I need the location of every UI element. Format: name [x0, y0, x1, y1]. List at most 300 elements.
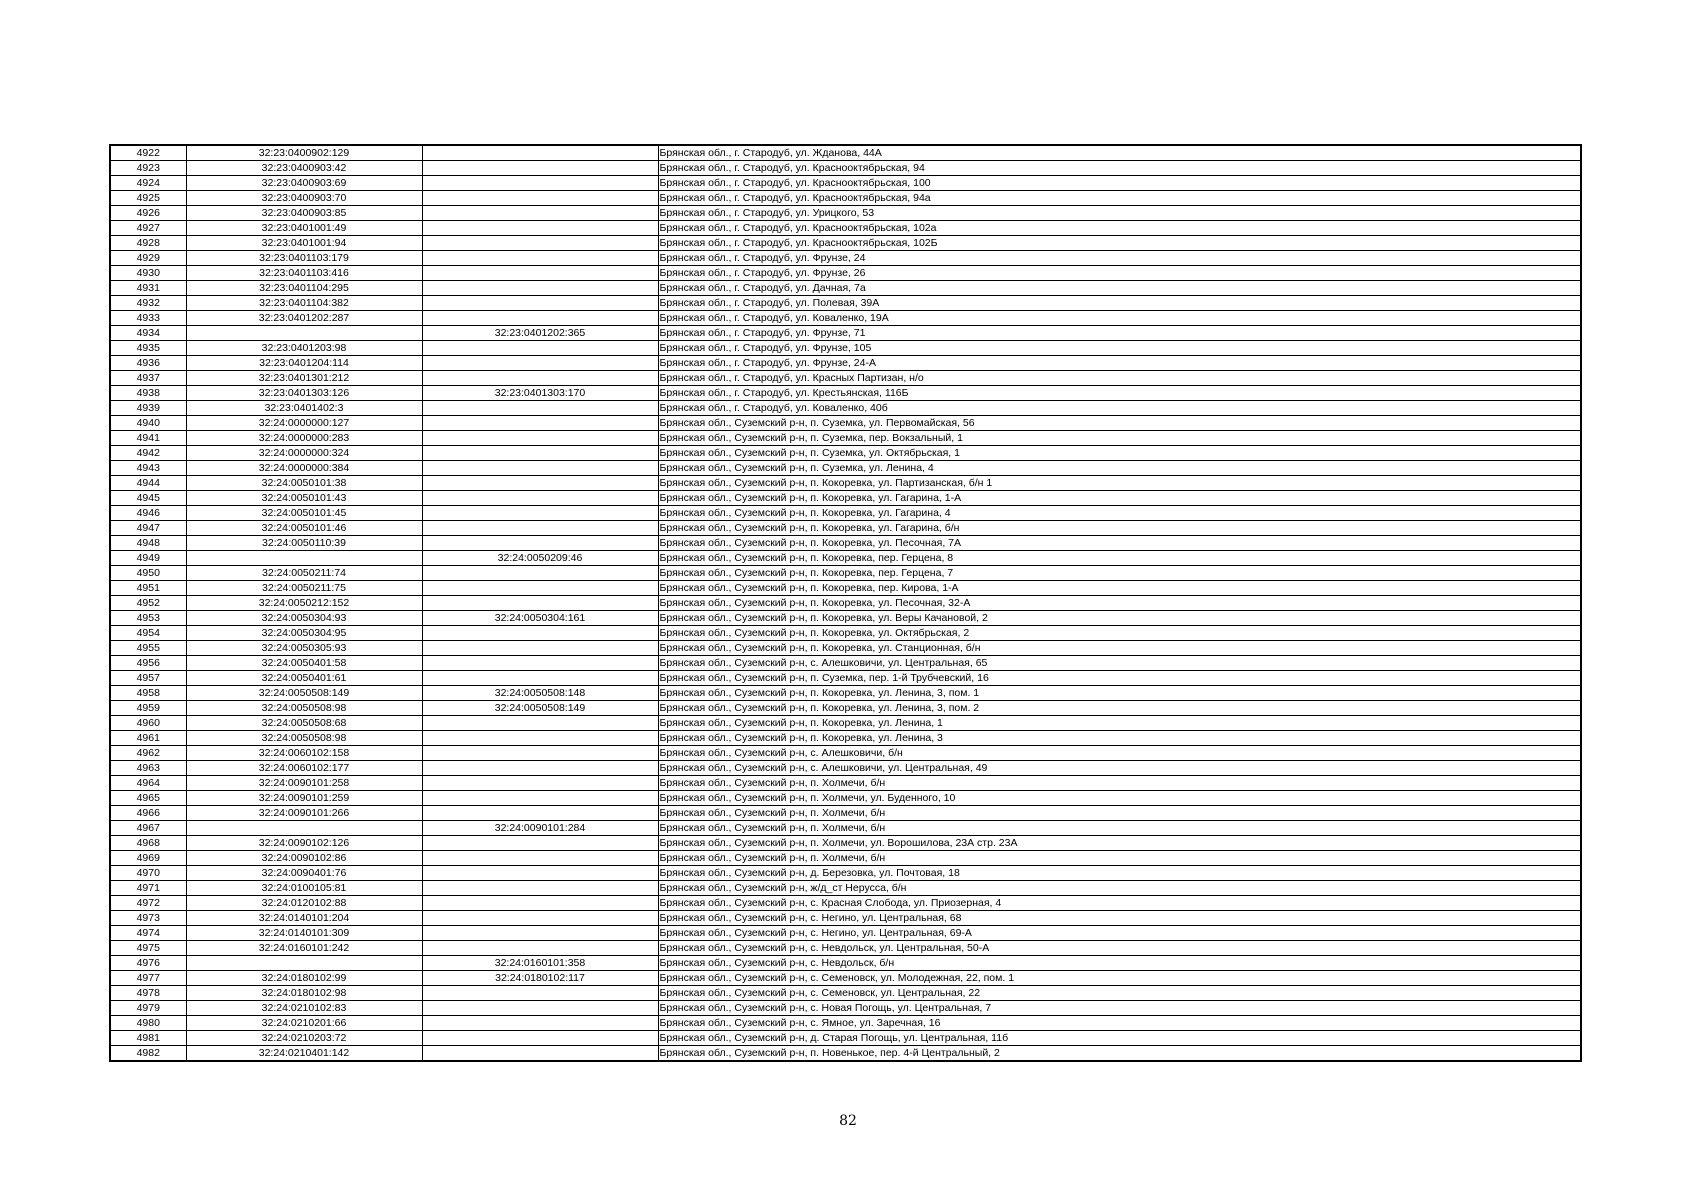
table-row [110, 1046, 1581, 1062]
row-number-cell: 4961 [110, 731, 186, 746]
row-number-cell: 4982 [110, 1046, 186, 1062]
row-number-cell: 4973 [110, 911, 186, 926]
cadastral-number-cell: 32:23:0401203:98 [186, 341, 422, 356]
row-number-cell: 4972 [110, 896, 186, 911]
address-cell: Брянская обл., Суземский р-н, с. Ямное, ул. Заречная, 16 [658, 1016, 1581, 1031]
related-cadastral-number-cell [422, 145, 658, 161]
address-cell: Брянская обл., Суземский р-н, п. Суземка, ул. Октябрьская, 1 [658, 446, 1581, 461]
row-number-cell: 4929 [110, 251, 186, 266]
address-cell: Брянская обл., г. Стародуб, ул. Коваленко, 40б [658, 401, 1581, 416]
table-row [110, 641, 1581, 656]
row-number-cell: 4953 [110, 611, 186, 626]
related-cadastral-number-cell [422, 491, 658, 506]
row-number-cell: 4937 [110, 371, 186, 386]
row-number-cell: 4971 [110, 881, 186, 896]
table-row [110, 371, 1581, 386]
row-number-cell: 4924 [110, 176, 186, 191]
related-cadastral-number-cell [422, 176, 658, 191]
cadastral-number-cell: 32:24:0050508:98 [186, 701, 422, 716]
address-cell: Брянская обл., г. Стародуб, ул. Фрунзе, 105 [658, 341, 1581, 356]
cadastral-number-cell: 32:24:0050101:45 [186, 506, 422, 521]
cadastral-number-cell: 32:24:0050305:93 [186, 641, 422, 656]
row-number-cell: 4954 [110, 626, 186, 641]
row-number-cell: 4926 [110, 206, 186, 221]
table-row [110, 716, 1581, 731]
table-row [110, 206, 1581, 221]
address-cell: Брянская обл., г. Стародуб, ул. Краснооктябрьская, 102а [658, 221, 1581, 236]
cadastral-number-cell: 32:23:0400903:42 [186, 161, 422, 176]
table-row [110, 971, 1581, 986]
table-row [110, 656, 1581, 671]
registry-table-body [110, 145, 1581, 1061]
related-cadastral-number-cell [422, 656, 658, 671]
address-cell: Брянская обл., г. Стародуб, ул. Жданова, 44А [658, 145, 1581, 161]
related-cadastral-number-cell [422, 881, 658, 896]
related-cadastral-number-cell [422, 281, 658, 296]
address-cell: Брянская обл., г. Стародуб, ул. Фрунзе, 26 [658, 266, 1581, 281]
cadastral-number-cell: 32:24:0090101:259 [186, 791, 422, 806]
table-row [110, 611, 1581, 626]
cadastral-number-cell: 32:23:0400902:129 [186, 145, 422, 161]
address-cell: Брянская обл., Суземский р-н, п. Кокоревка, ул. Гагарина, 4 [658, 506, 1581, 521]
row-number-cell: 4974 [110, 926, 186, 941]
address-cell: Брянская обл., Суземский р-н, п. Новенькое, пер. 4-й Центральный, 2 [658, 1046, 1581, 1062]
related-cadastral-number-cell [422, 911, 658, 926]
related-cadastral-number-cell [422, 641, 658, 656]
address-cell: Брянская обл., Суземский р-н, с. Красная Слобода, ул. Приозерная, 4 [658, 896, 1581, 911]
table-row [110, 221, 1581, 236]
related-cadastral-number-cell: 32:24:0160101:358 [422, 956, 658, 971]
related-cadastral-number-cell: 32:24:0050304:161 [422, 611, 658, 626]
row-number-cell: 4932 [110, 296, 186, 311]
property-registry-table [109, 144, 1582, 1062]
cadastral-number-cell: 32:24:0210203:72 [186, 1031, 422, 1046]
row-number-cell: 4938 [110, 386, 186, 401]
table-row [110, 191, 1581, 206]
related-cadastral-number-cell [422, 251, 658, 266]
row-number-cell: 4944 [110, 476, 186, 491]
address-cell: Брянская обл., Суземский р-н, д. Старая Погощь, ул. Центральная, 11б [658, 1031, 1581, 1046]
address-cell: Брянская обл., Суземский р-н, п. Кокоревка, ул. Веры Качановой, 2 [658, 611, 1581, 626]
related-cadastral-number-cell [422, 776, 658, 791]
related-cadastral-number-cell [422, 581, 658, 596]
table-row [110, 986, 1581, 1001]
table-row [110, 896, 1581, 911]
cadastral-number-cell: 32:24:0140101:204 [186, 911, 422, 926]
related-cadastral-number-cell [422, 161, 658, 176]
row-number-cell: 4978 [110, 986, 186, 1001]
table-row [110, 356, 1581, 371]
related-cadastral-number-cell [422, 416, 658, 431]
address-cell: Брянская обл., г. Стародуб, ул. Фрунзе, 24 [658, 251, 1581, 266]
cadastral-number-cell: 32:24:0000000:127 [186, 416, 422, 431]
address-cell: Брянская обл., Суземский р-н, п. Холмечи, ул. Ворошилова, 23А стр. 23А [658, 836, 1581, 851]
related-cadastral-number-cell: 32:24:0090101:284 [422, 821, 658, 836]
cadastral-number-cell: 32:23:0401001:94 [186, 236, 422, 251]
related-cadastral-number-cell [422, 836, 658, 851]
cadastral-number-cell: 32:24:0060102:158 [186, 746, 422, 761]
related-cadastral-number-cell [422, 506, 658, 521]
address-cell: Брянская обл., Суземский р-н, с. Алешковичи, б/н [658, 746, 1581, 761]
address-cell: Брянская обл., Суземский р-н, п. Кокоревка, ул. Станционная, б/н [658, 641, 1581, 656]
address-cell: Брянская обл., Суземский р-н, п. Суземка, ул. Первомайская, 56 [658, 416, 1581, 431]
row-number-cell: 4936 [110, 356, 186, 371]
address-cell: Брянская обл., Суземский р-н, п. Кокоревка, пер. Герцена, 7 [658, 566, 1581, 581]
cadastral-number-cell: 32:23:0400903:85 [186, 206, 422, 221]
table-row [110, 881, 1581, 896]
row-number-cell: 4980 [110, 1016, 186, 1031]
row-number-cell: 4931 [110, 281, 186, 296]
related-cadastral-number-cell [422, 266, 658, 281]
table-row [110, 851, 1581, 866]
related-cadastral-number-cell [422, 671, 658, 686]
cadastral-number-cell [186, 326, 422, 341]
related-cadastral-number-cell: 32:24:0050508:149 [422, 701, 658, 716]
row-number-cell: 4960 [110, 716, 186, 731]
table-row [110, 416, 1581, 431]
related-cadastral-number-cell [422, 926, 658, 941]
table-row [110, 911, 1581, 926]
related-cadastral-number-cell [422, 1031, 658, 1046]
table-row [110, 281, 1581, 296]
row-number-cell: 4947 [110, 521, 186, 536]
table-row [110, 581, 1581, 596]
cadastral-number-cell: 32:23:0401402:3 [186, 401, 422, 416]
address-cell: Брянская обл., Суземский р-н, п. Кокоревка, ул. Гагарина, б/н [658, 521, 1581, 536]
related-cadastral-number-cell [422, 431, 658, 446]
related-cadastral-number-cell [422, 716, 658, 731]
cadastral-number-cell: 32:24:0050101:38 [186, 476, 422, 491]
cadastral-number-cell: 32:24:0050101:46 [186, 521, 422, 536]
table-row [110, 311, 1581, 326]
related-cadastral-number-cell [422, 1001, 658, 1016]
row-number-cell: 4979 [110, 1001, 186, 1016]
address-cell: Брянская обл., г. Стародуб, ул. Фрунзе, 24-А [658, 356, 1581, 371]
address-cell: Брянская обл., г. Стародуб, ул. Краснооктябрьская, 100 [658, 176, 1581, 191]
cadastral-number-cell: 32:24:0050212:152 [186, 596, 422, 611]
related-cadastral-number-cell [422, 1046, 658, 1062]
row-number-cell: 4976 [110, 956, 186, 971]
address-cell: Брянская обл., Суземский р-н, с. Невдольск, б/н [658, 956, 1581, 971]
row-number-cell: 4981 [110, 1031, 186, 1046]
cadastral-number-cell: 32:24:0100105:81 [186, 881, 422, 896]
row-number-cell: 4966 [110, 806, 186, 821]
address-cell: Брянская обл., г. Стародуб, ул. Урицкого, 53 [658, 206, 1581, 221]
page-number: 82 [839, 1113, 857, 1129]
row-number-cell: 4969 [110, 851, 186, 866]
related-cadastral-number-cell [422, 191, 658, 206]
cadastral-number-cell: 32:24:0090101:258 [186, 776, 422, 791]
address-cell: Брянская обл., Суземский р-н, д. Березовка, ул. Почтовая, 18 [658, 866, 1581, 881]
table-row [110, 1001, 1581, 1016]
cadastral-number-cell [186, 551, 422, 566]
cadastral-number-cell: 32:24:0210401:142 [186, 1046, 422, 1062]
row-number-cell: 4955 [110, 641, 186, 656]
cadastral-number-cell: 32:24:0180102:98 [186, 986, 422, 1001]
table-row [110, 161, 1581, 176]
related-cadastral-number-cell: 32:24:0050209:46 [422, 551, 658, 566]
row-number-cell: 4930 [110, 266, 186, 281]
related-cadastral-number-cell [422, 731, 658, 746]
row-number-cell: 4963 [110, 761, 186, 776]
row-number-cell: 4958 [110, 686, 186, 701]
row-number-cell: 4923 [110, 161, 186, 176]
related-cadastral-number-cell [422, 536, 658, 551]
cadastral-number-cell: 32:23:0401103:179 [186, 251, 422, 266]
cadastral-number-cell: 32:24:0090102:126 [186, 836, 422, 851]
table-row [110, 761, 1581, 776]
table-row [110, 791, 1581, 806]
table-row [110, 566, 1581, 581]
row-number-cell: 4965 [110, 791, 186, 806]
cadastral-number-cell: 32:23:0401104:382 [186, 296, 422, 311]
cadastral-number-cell: 32:24:0050101:43 [186, 491, 422, 506]
cadastral-number-cell: 32:24:0000000:283 [186, 431, 422, 446]
table-row [110, 956, 1581, 971]
address-cell: Брянская обл., Суземский р-н, п. Суземка, ул. Ленина, 4 [658, 461, 1581, 476]
related-cadastral-number-cell [422, 866, 658, 881]
row-number-cell: 4968 [110, 836, 186, 851]
row-number-cell: 4951 [110, 581, 186, 596]
related-cadastral-number-cell [422, 761, 658, 776]
table-row [110, 176, 1581, 191]
table-row [110, 686, 1581, 701]
address-cell: Брянская обл., Суземский р-н, п. Холмечи, ул. Буденного, 10 [658, 791, 1581, 806]
cadastral-number-cell: 32:24:0050304:95 [186, 626, 422, 641]
related-cadastral-number-cell [422, 461, 658, 476]
table-row [110, 326, 1581, 341]
related-cadastral-number-cell [422, 596, 658, 611]
row-number-cell: 4934 [110, 326, 186, 341]
related-cadastral-number-cell [422, 1016, 658, 1031]
table-row [110, 446, 1581, 461]
address-cell: Брянская обл., Суземский р-н, п. Кокоревка, пер. Кирова, 1-А [658, 581, 1581, 596]
table-row [110, 626, 1581, 641]
table-row [110, 866, 1581, 881]
table-row [110, 746, 1581, 761]
address-cell: Брянская обл., Суземский р-н, с. Негино, ул. Центральная, 69-А [658, 926, 1581, 941]
table-row [110, 386, 1581, 401]
related-cadastral-number-cell [422, 746, 658, 761]
row-number-cell: 4950 [110, 566, 186, 581]
address-cell: Брянская обл., Суземский р-н, п. Кокоревка, ул. Ленина, 3 [658, 731, 1581, 746]
related-cadastral-number-cell [422, 236, 658, 251]
table-row [110, 671, 1581, 686]
table-row [110, 341, 1581, 356]
cadastral-number-cell: 32:24:0050211:74 [186, 566, 422, 581]
address-cell: Брянская обл., Суземский р-н, ж/д_ст Нерусса, б/н [658, 881, 1581, 896]
row-number-cell: 4922 [110, 145, 186, 161]
related-cadastral-number-cell [422, 941, 658, 956]
cadastral-number-cell: 32:24:0000000:324 [186, 446, 422, 461]
table-row [110, 236, 1581, 251]
address-cell: Брянская обл., г. Стародуб, ул. Краснооктябрьская, 94 [658, 161, 1581, 176]
row-number-cell: 4940 [110, 416, 186, 431]
address-cell: Брянская обл., Суземский р-н, п. Холмечи, б/н [658, 851, 1581, 866]
address-cell: Брянская обл., Суземский р-н, п. Кокоревка, ул. Ленина, 3, пом. 1 [658, 686, 1581, 701]
cadastral-number-cell: 32:24:0050508:68 [186, 716, 422, 731]
related-cadastral-number-cell [422, 296, 658, 311]
table-row [110, 251, 1581, 266]
related-cadastral-number-cell: 32:24:0180102:117 [422, 971, 658, 986]
cadastral-number-cell: 32:24:0180102:99 [186, 971, 422, 986]
table-row [110, 536, 1581, 551]
related-cadastral-number-cell [422, 986, 658, 1001]
related-cadastral-number-cell [422, 356, 658, 371]
row-number-cell: 4977 [110, 971, 186, 986]
row-number-cell: 4946 [110, 506, 186, 521]
cadastral-number-cell: 32:24:0090102:86 [186, 851, 422, 866]
table-row [110, 431, 1581, 446]
address-cell: Брянская обл., г. Стародуб, ул. Дачная, 7а [658, 281, 1581, 296]
table-row [110, 926, 1581, 941]
row-number-cell: 4927 [110, 221, 186, 236]
related-cadastral-number-cell [422, 851, 658, 866]
cadastral-number-cell: 32:24:0090101:266 [186, 806, 422, 821]
row-number-cell: 4941 [110, 431, 186, 446]
related-cadastral-number-cell: 32:23:0401202:365 [422, 326, 658, 341]
related-cadastral-number-cell [422, 206, 658, 221]
address-cell: Брянская обл., г. Стародуб, ул. Краснооктябрьская, 94а [658, 191, 1581, 206]
row-number-cell: 4935 [110, 341, 186, 356]
table-row [110, 476, 1581, 491]
cadastral-number-cell: 32:23:0401204:114 [186, 356, 422, 371]
cadastral-number-cell: 32:23:0400903:70 [186, 191, 422, 206]
cadastral-number-cell: 32:23:0401301:212 [186, 371, 422, 386]
table-row [110, 401, 1581, 416]
address-cell: Брянская обл., Суземский р-н, п. Кокоревка, ул. Песочная, 32-А [658, 596, 1581, 611]
row-number-cell: 4949 [110, 551, 186, 566]
address-cell: Брянская обл., Суземский р-н, п. Кокоревка, ул. Гагарина, 1-А [658, 491, 1581, 506]
cadastral-number-cell: 32:23:0401103:416 [186, 266, 422, 281]
table-row [110, 836, 1581, 851]
row-number-cell: 4939 [110, 401, 186, 416]
row-number-cell: 4959 [110, 701, 186, 716]
related-cadastral-number-cell [422, 446, 658, 461]
address-cell: Брянская обл., Суземский р-н, п. Холмечи, б/н [658, 821, 1581, 836]
address-cell: Брянская обл., Суземский р-н, п. Кокоревка, ул. Партизанская, б/н 1 [658, 476, 1581, 491]
cadastral-number-cell: 32:24:0050304:93 [186, 611, 422, 626]
table-row [110, 776, 1581, 791]
table-row [110, 806, 1581, 821]
row-number-cell: 4970 [110, 866, 186, 881]
cadastral-number-cell: 32:24:0210102:83 [186, 1001, 422, 1016]
table-row [110, 145, 1581, 161]
related-cadastral-number-cell: 32:23:0401303:170 [422, 386, 658, 401]
table-row [110, 731, 1581, 746]
cadastral-number-cell: 32:24:0090401:76 [186, 866, 422, 881]
address-cell: Брянская обл., г. Стародуб, ул. Красных Партизан, н/о [658, 371, 1581, 386]
cadastral-number-cell: 32:24:0000000:384 [186, 461, 422, 476]
table-row [110, 701, 1581, 716]
related-cadastral-number-cell [422, 401, 658, 416]
related-cadastral-number-cell [422, 566, 658, 581]
address-cell: Брянская обл., Суземский р-н, п. Кокоревка, пер. Герцена, 8 [658, 551, 1581, 566]
row-number-cell: 4925 [110, 191, 186, 206]
cadastral-number-cell: 32:24:0060102:177 [186, 761, 422, 776]
row-number-cell: 4967 [110, 821, 186, 836]
table-row [110, 1031, 1581, 1046]
related-cadastral-number-cell [422, 626, 658, 641]
row-number-cell: 4943 [110, 461, 186, 476]
row-number-cell: 4957 [110, 671, 186, 686]
cadastral-number-cell: 32:24:0050401:61 [186, 671, 422, 686]
related-cadastral-number-cell [422, 521, 658, 536]
address-cell: Брянская обл., Суземский р-н, п. Кокоревка, ул. Ленина, 1 [658, 716, 1581, 731]
cadastral-number-cell: 32:24:0050508:98 [186, 731, 422, 746]
cadastral-number-cell: 32:23:0401001:49 [186, 221, 422, 236]
table-row [110, 506, 1581, 521]
address-cell: Брянская обл., г. Стародуб, ул. Краснооктябрьская, 102Б [658, 236, 1581, 251]
address-cell: Брянская обл., Суземский р-н, с. Алешковичи, ул. Центральная, 49 [658, 761, 1581, 776]
cadastral-number-cell: 32:24:0140101:309 [186, 926, 422, 941]
row-number-cell: 4962 [110, 746, 186, 761]
address-cell: Брянская обл., Суземский р-н, п. Суземка, пер. Вокзальный, 1 [658, 431, 1581, 446]
related-cadastral-number-cell [422, 806, 658, 821]
cadastral-number-cell: 32:24:0050401:58 [186, 656, 422, 671]
row-number-cell: 4933 [110, 311, 186, 326]
address-cell: Брянская обл., г. Стародуб, ул. Крестьянская, 116Б [658, 386, 1581, 401]
row-number-cell: 4945 [110, 491, 186, 506]
related-cadastral-number-cell [422, 791, 658, 806]
cadastral-number-cell: 32:24:0120102:88 [186, 896, 422, 911]
cadastral-number-cell [186, 821, 422, 836]
related-cadastral-number-cell [422, 221, 658, 236]
row-number-cell: 4956 [110, 656, 186, 671]
cadastral-number-cell: 32:24:0210201:66 [186, 1016, 422, 1031]
address-cell: Брянская обл., Суземский р-н, с. Невдольск, ул. Центральная, 50-А [658, 941, 1581, 956]
address-cell: Брянская обл., Суземский р-н, п. Кокоревка, ул. Песочная, 7А [658, 536, 1581, 551]
related-cadastral-number-cell [422, 311, 658, 326]
address-cell: Брянская обл., Суземский р-н, п. Кокоревка, ул. Ленина, 3, пом. 2 [658, 701, 1581, 716]
row-number-cell: 4975 [110, 941, 186, 956]
address-cell: Брянская обл., Суземский р-н, п. Холмечи, б/н [658, 776, 1581, 791]
cadastral-number-cell: 32:23:0400903:69 [186, 176, 422, 191]
row-number-cell: 4952 [110, 596, 186, 611]
address-cell: Брянская обл., Суземский р-н, с. Алешковичи, ул. Центральная, 65 [658, 656, 1581, 671]
address-cell: Брянская обл., Суземский р-н, п. Холмечи, б/н [658, 806, 1581, 821]
row-number-cell: 4964 [110, 776, 186, 791]
row-number-cell: 4948 [110, 536, 186, 551]
table-row [110, 266, 1581, 281]
address-cell: Брянская обл., г. Стародуб, ул. Фрунзе, 71 [658, 326, 1581, 341]
cadastral-number-cell: 32:23:0401104:295 [186, 281, 422, 296]
address-cell: Брянская обл., г. Стародуб, ул. Полевая, 39А [658, 296, 1581, 311]
table-row [110, 461, 1581, 476]
address-cell: Брянская обл., Суземский р-н, п. Кокоревка, ул. Октябрьская, 2 [658, 626, 1581, 641]
table-row [110, 941, 1581, 956]
cadastral-number-cell: 32:24:0050508:149 [186, 686, 422, 701]
table-row [110, 596, 1581, 611]
address-cell: Брянская обл., г. Стародуб, ул. Коваленко, 19А [658, 311, 1581, 326]
table-row [110, 296, 1581, 311]
cadastral-number-cell: 32:23:0401202:287 [186, 311, 422, 326]
cadastral-number-cell: 32:24:0160101:242 [186, 941, 422, 956]
table-row [110, 521, 1581, 536]
table-row [110, 491, 1581, 506]
address-cell: Брянская обл., Суземский р-н, с. Новая Погощь, ул. Центральная, 7 [658, 1001, 1581, 1016]
cadastral-number-cell: 32:24:0050110:39 [186, 536, 422, 551]
related-cadastral-number-cell [422, 371, 658, 386]
address-cell: Брянская обл., Суземский р-н, п. Суземка, пер. 1-й Трубчевский, 16 [658, 671, 1581, 686]
row-number-cell: 4942 [110, 446, 186, 461]
address-cell: Брянская обл., Суземский р-н, с. Негино, ул. Центральная, 68 [658, 911, 1581, 926]
table-row [110, 821, 1581, 836]
address-cell: Брянская обл., Суземский р-н, с. Семеновск, ул. Центральная, 22 [658, 986, 1581, 1001]
related-cadastral-number-cell: 32:24:0050508:148 [422, 686, 658, 701]
related-cadastral-number-cell [422, 476, 658, 491]
table-row [110, 551, 1581, 566]
